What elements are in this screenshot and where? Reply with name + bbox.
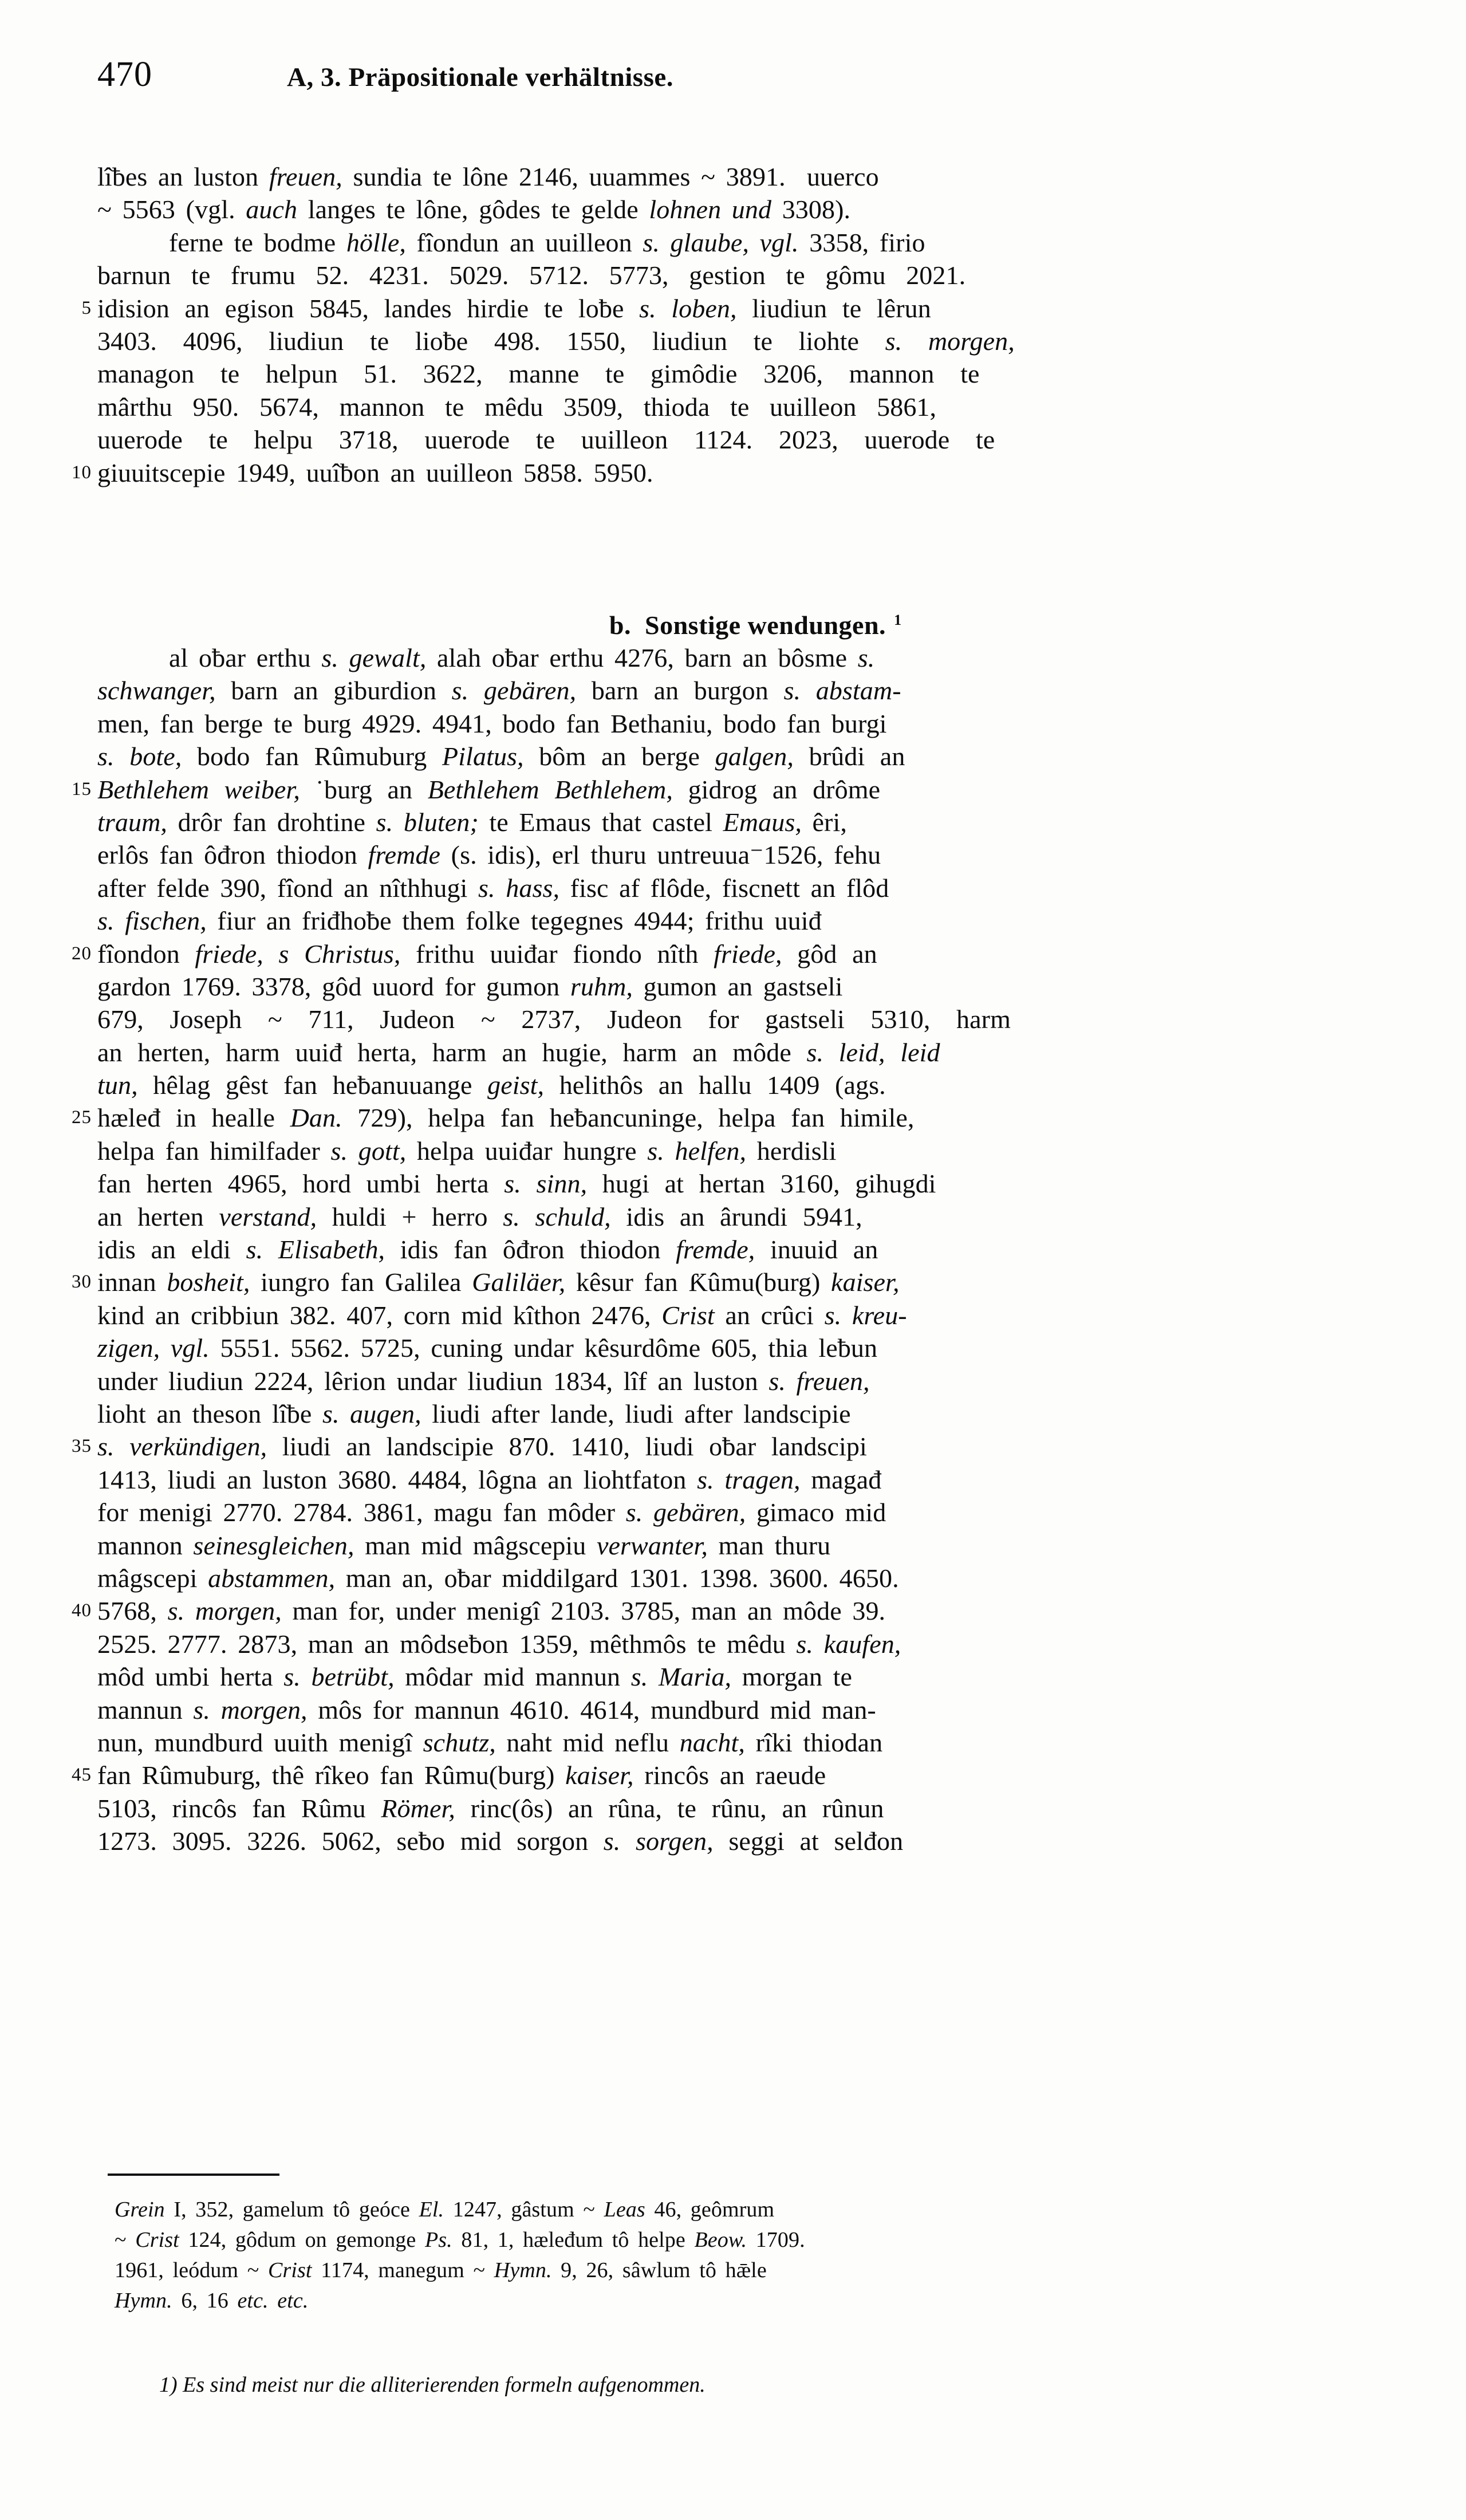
text-line: [97, 391, 1386, 423]
line-text: gardon 1769. 3378, gôd uuord for gumon ruhm, gumon an gastseli: [97, 971, 843, 1001]
text-line: [97, 226, 1386, 259]
line-number: 35: [72, 1436, 92, 1457]
line-text: an herten, harm uuiđ herta, harm an hugie, harm an môde s. leid, leid: [97, 1037, 940, 1067]
line-text: mannun s. morgen, môs for mannun 4610. 4614, mundburd mid man-: [97, 1695, 876, 1724]
line-number: 10: [72, 462, 92, 483]
line-text: lioht an theson lîƀe s. augen, liudi after lande, liudi after landscipie: [97, 1399, 851, 1428]
text-line: [72, 1101, 1386, 1134]
line-text: s. fischen, fiur an friđhoƀe them folke tegegnes 4944; frithu uuiđ: [97, 906, 822, 936]
line-text: barnun te frumu 52. 4231. 5029. 5712. 5773, gestion te gômu 2021.: [97, 261, 966, 290]
line-number: 20: [72, 943, 92, 964]
text-line: [97, 1135, 1386, 1167]
line-number: 30: [72, 1271, 92, 1293]
line-text: fîondon friede, s Christus, frithu uuiđar fiondo nîth friede, gôd an: [97, 939, 877, 968]
footnote-separator: [108, 2174, 279, 2176]
line-text: under liudiun 2224, lêrion undar liudiun 1834, lîf an luston s. freuen,: [97, 1366, 870, 1396]
line-text: nun, mundburd uuith menigî schutz, naht mid neflu nacht, rîki thiodan: [97, 1727, 883, 1757]
text-line: [97, 1167, 1386, 1200]
section-heading-label: b. Sonstige wendungen.: [609, 611, 886, 640]
text-line: [97, 1792, 1386, 1825]
text-line: [97, 1463, 1386, 1496]
running-title: A, 3. Präpositionale verhältnisse.: [287, 62, 673, 92]
line-text: mâgscepi abstammen, man an, oƀar middilgard 1301. 1398. 3600. 4650.: [97, 1563, 899, 1593]
text-line: [72, 1759, 1386, 1791]
text-block-one: [72, 160, 1386, 489]
line-text: kind an cribbiun 382. 407, corn mid kîthon 2476, Crist an crûci s. kreu-: [97, 1300, 907, 1330]
text-line: [97, 904, 1386, 937]
text-line: [97, 1496, 1386, 1529]
line-text: for menigi 2770. 2784. 3861, magu fan môder s. gebären, gimaco mid: [97, 1498, 886, 1527]
line-text: fan herten 4965, hord umbi herta s. sinn, hugi at hertan 3160, gihugdi: [97, 1169, 936, 1199]
text-line: [97, 1825, 1386, 1857]
text-line: [97, 160, 1386, 193]
line-number: 15: [72, 778, 92, 800]
text-line: [72, 1266, 1386, 1298]
footnote-one: 1) Es sind meist nur die alliterierenden formeln aufgenommen.: [159, 2373, 706, 2397]
text-line: [81, 292, 1386, 325]
text-line: [97, 325, 1386, 357]
footnote-block: [115, 2195, 1369, 2316]
text-line: [97, 970, 1386, 1003]
page-number: 470: [97, 55, 152, 94]
text-line: [97, 674, 1386, 707]
line-text: erlôs fan ôđron thiodon fremde (s. idis), erl thuru untreuua⁻1526, fehu: [97, 840, 881, 870]
text-line: [97, 1365, 1386, 1397]
line-text: s. bote, bodo fan Rûmuburg Pilatus, bôm an berge galgen, brûdi an: [97, 742, 905, 771]
text-line: [72, 938, 1386, 970]
text-line: [72, 773, 1386, 806]
text-line: [97, 1299, 1386, 1332]
text-line: [97, 641, 1386, 674]
line-text: al oƀar erthu s. gewalt, alah oƀar erthu 4276, barn an bôsme s.: [169, 643, 875, 672]
line-text: lîƀes an luston freuen, sundia te lône 2146, uuammes ~ 3891. uuerco: [97, 162, 879, 191]
line-text: managon te helpun 51. 3622, manne te gimôdie 3206, mannon te: [97, 359, 980, 389]
line-text: mârthu 950. 5674, mannon te mêdu 3509, thioda te uuilleon 5861,: [97, 392, 937, 422]
footnote-line: 1961, leódum ~ Crist 1174, manegum ~ Hymn. 9, 26, sâwlum tô hǣle: [115, 2258, 767, 2282]
line-text: innan bosheit, iungro fan Galilea Galiläer, kêsur fan Ƙûmu(burg) kaiser,: [97, 1267, 900, 1297]
text-line: [97, 1200, 1386, 1233]
text-line: [97, 1660, 1386, 1693]
text-line: [97, 1036, 1386, 1069]
line-text: idision an egison 5845, landes hirdie te loƀe s. loben, liudiun te lêrun: [97, 293, 931, 323]
line-number: 25: [72, 1107, 92, 1128]
line-text: ferne te bodme hölle, fîondun an uuilleon s. glaube, vgl. 3358, firio: [169, 227, 925, 257]
line-text: uuerode te helpu 3718, uuerode te uuilleon 1124. 2023, uuerode te: [97, 425, 995, 455]
line-text: men, fan berge te burg 4929. 4941, bodo fan Bethaniu, bodo fan burgi: [97, 708, 887, 738]
line-text: 1413, liudi an luston 3680. 4484, lôgna an liohtfaton s. tragen, magađ: [97, 1464, 882, 1494]
text-line: [97, 1332, 1386, 1364]
line-text: traum, drôr fan drohtine s. bluten; te Emaus that castel Emaus, êri,: [97, 807, 847, 837]
text-line: [97, 423, 1386, 456]
footnote-line: Grein I, 352, gamelum tô geóce El. 1247, gâstum ~ Leas 46, geômrum: [115, 2198, 775, 2222]
line-text: giuuitscepie 1949, uuîƀon an uuilleon 5858. 5950.: [97, 458, 653, 487]
footnote-line: ~ Crist 124, gôdum on gemonge Ps. 81, 1, hæleđum tô helpe Beow. 1709.: [115, 2228, 805, 2252]
text-line: [97, 740, 1386, 773]
line-text: ~ 5563 (vgl. auch langes te lône, gôdes te gelde lohnen und 3308).: [97, 195, 851, 225]
line-number: 5: [81, 297, 92, 318]
text-line: [97, 1233, 1386, 1266]
line-text: hæleđ in healle Dan. 729), helpa fan heƀancuninge, helpa fan himile,: [97, 1103, 915, 1133]
running-head: [97, 54, 1380, 100]
text-line: [97, 357, 1386, 390]
text-line: [97, 259, 1386, 292]
line-text: schwanger, barn an giburdion s. gebären, barn an burgon s. abstam-: [97, 676, 901, 706]
line-text: tun, hêlag gêst fan heƀanuuange geist, helithôs an hallu 1409 (ags.: [97, 1070, 886, 1100]
line-text: fan Rûmuburg, thê rîkeo fan Rûmu(burg) kaiser, rincôs an raeude: [97, 1761, 826, 1790]
line-text: 3403. 4096, liudiun te lioƀe 498. 1550, liudiun te liohte s. morgen,: [97, 326, 1015, 356]
line-text: an herten verstand, huldi + herro s. schuld, idis an ârundi 5941,: [97, 1202, 862, 1231]
text-line: [97, 1562, 1386, 1594]
text-line: [97, 1628, 1386, 1660]
line-text: 2525. 2777. 2873, man an môdseƀon 1359, mêthmôs te mêdu s. kaufen,: [97, 1629, 901, 1659]
text-line: [72, 456, 1386, 489]
text-line: [97, 193, 1386, 226]
line-text: after felde 390, fîond an nîthhugi s. hass, fisc af flôde, fiscnett an flôd: [97, 873, 889, 903]
text-line: [97, 1694, 1386, 1726]
line-text: 679, Joseph ~ 711, Judeon ~ 2737, Judeon for gastseli 5310, harm: [97, 1005, 1011, 1034]
text-line: [97, 1726, 1386, 1759]
text-block-two: [72, 641, 1386, 1857]
text-line: [97, 838, 1386, 871]
line-text: 5768, s. morgen, man for, under menigî 2103. 3785, man an môde 39.: [97, 1596, 886, 1626]
line-text: 5103, rincôs fan Rûmu Römer, rinc(ôs) an rûna, te rûnu, an rûnun: [97, 1793, 884, 1823]
line-text: helpa fan himilfader s. gott, helpa uuiđar hungre s. helfen, herdisli: [97, 1136, 837, 1166]
text-line: [97, 1069, 1386, 1101]
line-number: 45: [72, 1765, 92, 1786]
line-text: s. verkündigen, liudi an landscipie 870. 1410, liudi oƀar landscipi: [97, 1432, 867, 1462]
text-line: [72, 1594, 1386, 1627]
line-text: mannon seinesgleichen, man mid mâgscepiu verwanter, man thuru: [97, 1530, 831, 1560]
line-text: Bethlehem weiber, ˙burg an Bethlehem Bethlehem, gidrog an drôme: [97, 774, 881, 804]
line-text: môd umbi herta s. betrübt, môdar mid mannun s. Maria, morgan te: [97, 1662, 852, 1692]
line-text: zigen, vgl. 5551. 5562. 5725, cuning undar kêsurdôme 605, thia leƀun: [97, 1333, 878, 1363]
text-line: [97, 1529, 1386, 1562]
text-line: [97, 1397, 1386, 1430]
footnote-reference: 1: [894, 611, 902, 628]
footnote-line: Hymn. 6, 16 etc. etc.: [115, 2289, 309, 2313]
text-line: [97, 1003, 1386, 1035]
line-number: 40: [72, 1600, 92, 1621]
text-line: [97, 872, 1386, 904]
line-text: idis an eldi s. Elisabeth, idis fan ôđron thiodon fremde, inuuid an: [97, 1235, 878, 1265]
line-text: 1273. 3095. 3226. 5062, seƀo mid sorgon s. sorgen, seggi at selđon: [97, 1826, 904, 1856]
text-line: [72, 1430, 1386, 1463]
text-line: [97, 806, 1386, 838]
text-line: [97, 707, 1386, 740]
